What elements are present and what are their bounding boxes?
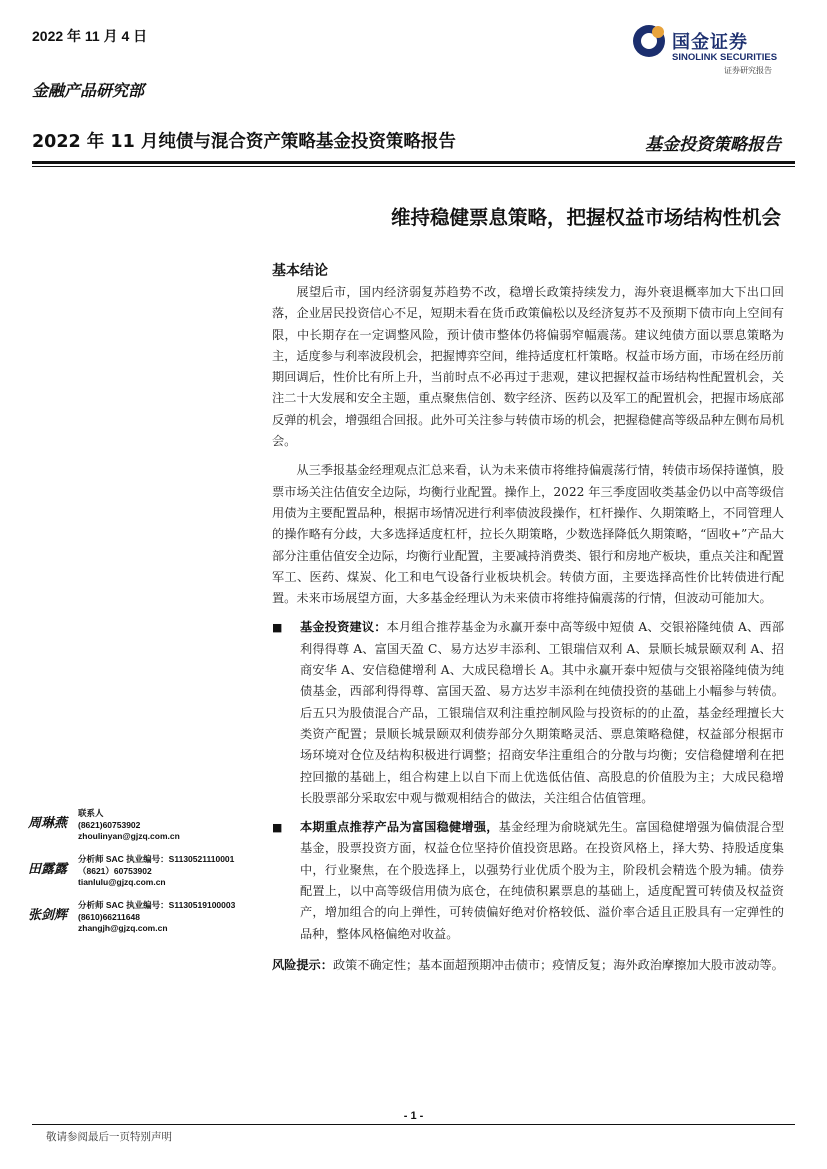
analyst-info — [78, 900, 235, 935]
analyst-phone: （8621）60753902 — [78, 865, 152, 876]
analyst-phone: (8621)60753902 — [78, 819, 141, 830]
square-bullet-icon: ■ — [272, 821, 283, 835]
footer-disclaimer: 敬请参阅最后一页特别声明 — [46, 1131, 172, 1143]
risk-warning — [272, 955, 784, 976]
footer-divider — [32, 1124, 795, 1125]
summary-paragraph: 从三季报基金经理观点汇总来看，认为未来债市将维持偏震荡行情，转债市场保持谨慎，股票市场关注估值安全边际，均衡行业配置。操作上，2022 年三季度固收类基金仍以中高等级信用债为主要配置品种，根据市场情况进行利率债波段操作，杠杆操作、久期策略上，不同管理人的操作略有分歧，大多选择适度杠杆，拉长久期策略，少数选择降低久期策略，“固收+”产品大部分注重估值安全边际，均衡行业配置，主要减持消费类、银行和房地产板块，重点关注和配置军工、医药、煤炭、化工和电气设备行业板块机会。转债方面，主要选择高性价比转债进行配置。未来市场展望方面，大多基金经理认为未来债市将维持偏震荡的行情，但波动可能加大。 — [272, 463, 784, 606]
analyst-card — [28, 854, 268, 900]
recommendation-bullet — [272, 817, 784, 945]
summary-body — [272, 282, 784, 976]
page-number: - 1 - — [403, 1110, 424, 1122]
analyst-email[interactable]: zhoulinyan@gjzq.com.cn — [78, 831, 180, 841]
department: 金融产品研究部 — [32, 81, 145, 100]
analyst-phone: (8610)66211648 — [78, 911, 140, 922]
sinolink-logo-icon — [632, 24, 666, 58]
analyst-info — [78, 854, 234, 889]
risk-text: 政策不确定性；基本面超预期冲击债市；疫情反复；海外政治摩擦加大股市波动等。 — [332, 957, 784, 972]
section-heading: 基本结论 — [272, 263, 328, 279]
bullet-lead: 基金投资建议： — [300, 620, 387, 635]
report-type: 基金投资策略报告 — [645, 135, 781, 155]
analyst-role: 分析师 SAC 执业编号：S1130519100003 — [78, 900, 236, 910]
logo-subtitle: 证券研究报告 — [724, 66, 772, 75]
report-date: 2022 年 11 月 4 日 — [32, 28, 148, 44]
analyst-name: 张剑辉 — [28, 908, 68, 923]
analyst-role: 分析师 SAC 执业编号：S1130521110001 — [78, 854, 235, 864]
header-divider-thin — [32, 166, 795, 167]
header-divider — [32, 161, 795, 164]
analyst-card — [28, 808, 268, 854]
analyst-card — [28, 900, 268, 946]
report-title: 2022 年 11 月纯债与混合资产策略基金投资策略报告 — [32, 132, 456, 152]
risk-lead: 风险提示： — [272, 957, 333, 972]
bullet-text: 基金经理为俞晓斌先生。富国稳健增强为偏债混合型基金，股票投资方面，权益仓位坚持价值投资思路。在投资风格上，择大势、持股适度集中，行业聚焦，在个股选择上，以强势行业优质个股为主，阶段机会精选个股为辅。债券配置上，以中高等级信用债为底仓，在纯债积累票息的基础上，适度配置可转债及权益资产，增加组合的向上弹性，可转债偏好绝对价格较低、溢价率合适且正股具有一定弹性的品种，整体风格偏绝对收益。 — [300, 820, 785, 941]
analyst-list — [28, 808, 268, 946]
summary-paragraph: 展望后市，国内经济弱复苏趋势不改，稳增长政策持续发力，海外衰退概率加大下出口回落，企业居民投资信心不足，短期未看在货币政策偏松以及经济复苏不及预期下债市向上空间有限，中长期存在一定调整风险，预计债市整体仍将偏弱窄幅震荡。建议纯债方面以票息策略为主，适度参与利率波段机会，把握博弈空间，维持适度杠杆策略。权益市场方面，市场在经历前期回调后，性价比有所上升，当前时点不必再过于悲观，建议把握权益市场结构性配置机会，关注二十大发展和安全主题，重点聚焦信创、数字经济、医药以及军工的配置机会，把握市场底部反弹的机会，增强组合回报。此外可关注参与转债市场的机会，把握稳健高等级品种左侧布局机会。 — [272, 285, 784, 449]
analyst-role: 联系人 — [78, 808, 104, 818]
analyst-name: 田露露 — [28, 862, 68, 877]
analyst-name: 周琳燕 — [28, 816, 68, 831]
recommendation-bullet — [272, 617, 784, 809]
logo-name-cn: 国金证券 — [672, 32, 748, 53]
bullet-lead: 本期重点推荐产品为富国稳健增强， — [300, 820, 499, 835]
analyst-email[interactable]: zhangjh@gjzq.com.cn — [78, 923, 168, 933]
company-logo — [632, 24, 792, 76]
analyst-email[interactable]: tianlulu@gjzq.com.cn — [78, 877, 166, 887]
analyst-info — [78, 808, 180, 843]
bullet-text: 本月组合推荐基金为永赢开泰中高等级中短债 A、交银裕隆纯债 A、西部利得得尊 A、富国天盈 C、易方达岁丰添利、工银瑞信双利 A、景顺长城景颐双利 A、招商安华 A、安信稳健增利 A、大成民稳增长 A。其中永赢开泰中短债与交银裕隆纯债为纯债基金，西部利得得尊、富国天盈、易方达岁丰添利在纯债投资的基础上小幅参与转债。后五只为股债混合产品，工银瑞信双利注重控制风险与投资标的的止盈，基金经理擅长大类资产配置；景顺长城景颐双利债券部分久期策略灵活、票息策略稳健，权益部分根据市场环境对仓位及结构积极进行调整；招商安华注重组合的分散与均衡；安信稳健增利在把控回撤的基础上，组合构建上以自下而上优选低估值、高股息的价值股为主；大成民稳增长股票部分采取宏中观与微观相结合的做法，关注组合估值管理。 — [300, 620, 785, 805]
square-bullet-icon: ■ — [272, 621, 283, 635]
headline: 维持稳健票息策略，把握权益市场结构性机会 — [390, 206, 781, 229]
logo-name-en: SINOLINK SECURITIES — [672, 52, 778, 63]
